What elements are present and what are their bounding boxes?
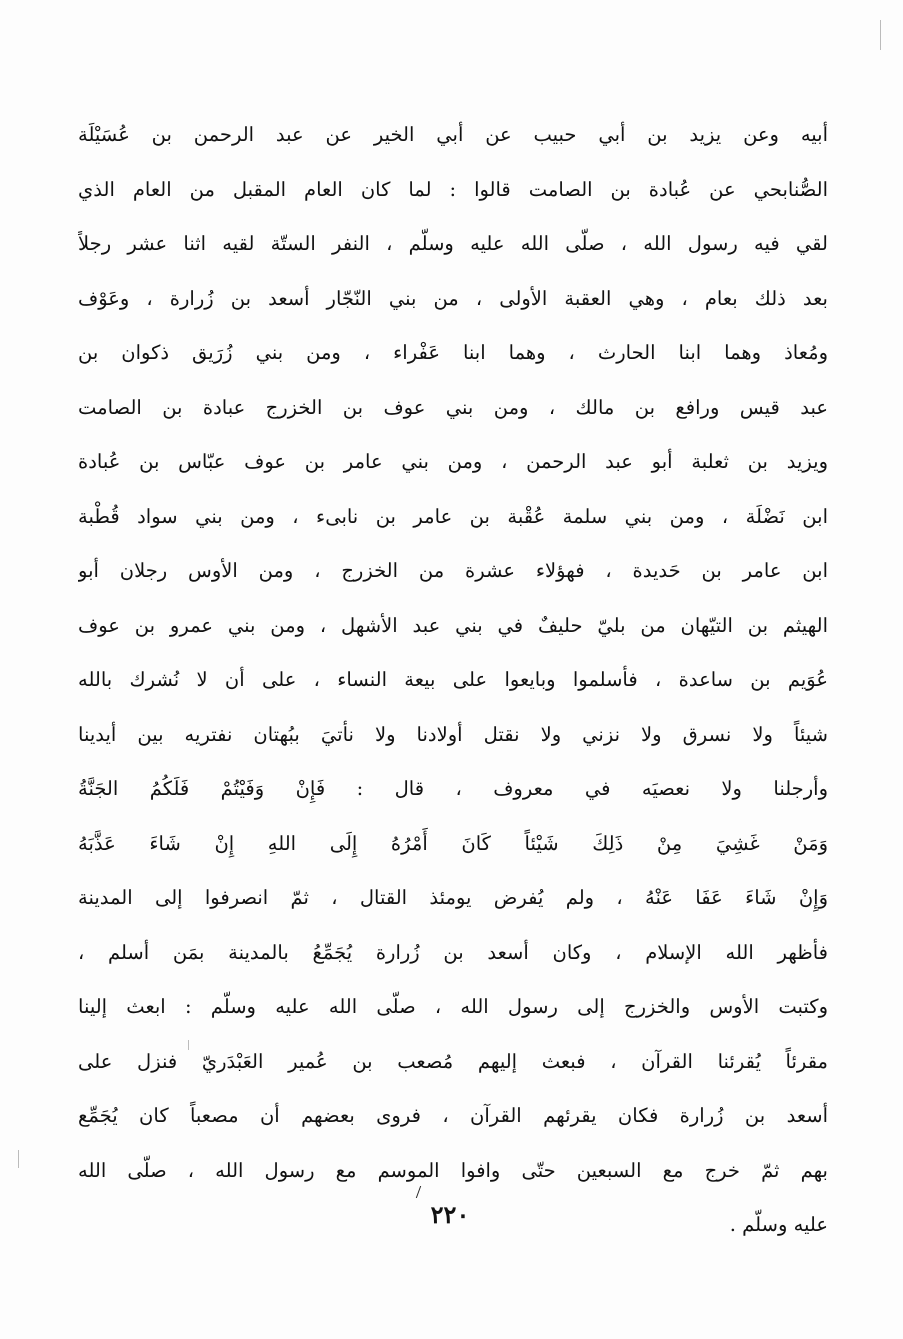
body-text [78,108,828,1253]
scan-speck [18,1150,19,1168]
text-line: عليه وسلّم . [729,1213,828,1236]
text-line: ابن نَضْلَة ، ومن بني سلمة عُقْبة بن عامر بن نابىء ، ومن بني سواد قُطْبة [78,504,828,528]
scan-speck [188,1040,189,1050]
text-line: عُوَيم بن ساعدة ، فأسلموا وبايعوا على بيعة النساء ، على أن لا نُشرك بالله [78,668,828,691]
text-line: مقرئاً يُقرئنا القرآن ، فبعث إليهم مُصعب بن عُمير العَبْدَريّ فنزل على [78,1049,828,1073]
text-line: ومُعاذ وهما ابنا الحارث ، وهما ابنا عَفْراء ، ومن بني زُرَيق ذكوان بن [78,341,828,364]
text-line: بعد ذلك بعام ، وهي العقبة الأولى ، من بني النّجّار أسعد بن زُرارة ، وعَوْف [78,286,828,310]
text-line: وكتبت الأوس والخزرج إلى رسول الله ، صلّى الله عليه وسلّم : ابعث إلينا [78,995,828,1018]
quran-verse-line: وأرجلنا ولا نعصيَه في معروف ، قال : فَإِنْ وَفَيْتُمْ فَلَكُمُ الجَنَّةُ [78,777,828,800]
text-line: ويزيد بن ثعلبة أبو عبد الرحمن ، ومن بني عامر بن عوف عبّاس بن عُبادة [78,450,828,473]
text-line: لقي فيه رسول الله ، صلّى الله عليه وسلّم ، النفر الستّة لقيه اثنا عشر رجلاً [78,232,828,255]
text-line: أبيه وعن يزيد بن أبي حبيب عن أبي الخير عن عبد الرحمن بن عُسَيْلَة [78,123,828,146]
page-number: ٢٢٠ [430,1200,470,1229]
text-line: الصُّنابحي عن عُبادة بن الصامت قالوا : لما كان العام المقبل من العام الذي [78,177,828,201]
text-line: عبد قيس ورافع بن مالك ، ومن بني عوف بن الخزرج عبادة بن الصامت [78,395,828,419]
text-line: أسعد بن زُرارة فكان يقرئهم القرآن ، فروى بعضهم أن مصعباً كان يُجَمِّع [78,1104,828,1127]
text-line: شيئاً ولا نسرق ولا نزني ولا نقتل أولادنا ولا نأتيَ ببُهتان نفتريه بين أيدينا [78,722,828,746]
quran-verse-line: وَمَنْ غَشِيَ مِنْ ذَلِكَ شَيْئاً كَانَ أَمْرُهُ إِلَى اللهِ إِنْ شَاءَ عَذَّبَهُ [78,831,828,855]
text-line: فأظهر الله الإسلام ، وكان أسعد بن زُرارة يُجَمِّعُ بالمدينة بمَن أسلم ، [78,940,828,964]
text-line: وَإِنْ شَاءَ عَفَا عَنْهُ ، ولم يُفرض يومئذ القتال ، ثمّ انصرفوا إلى المدينة [78,886,828,909]
text-line: الهيثم بن التيّهان من بليّ حليفٌ في بني عبد الأشهل ، ومن بني عمرو بن عوف [78,613,828,637]
text-line: ابن عامر بن حَديدة ، فهؤلاء عشرة من الخزرج ، ومن الأوس رجلان أبو [78,559,828,582]
scan-speck [880,20,881,50]
text-line: بهم ثمّ خرج مع السبعين حتّى وافوا الموسم مع رسول الله ، صلّى الله [78,1158,828,1182]
